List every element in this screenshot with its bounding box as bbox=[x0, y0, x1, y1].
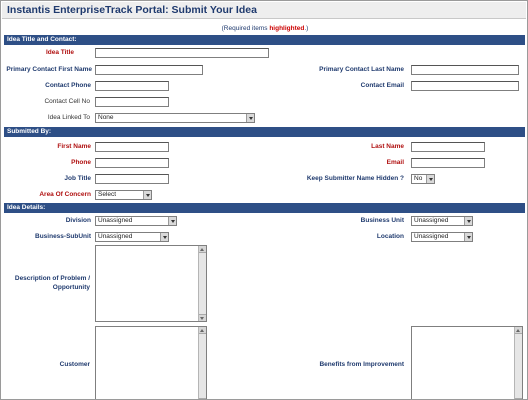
scroll-up-icon[interactable] bbox=[199, 246, 206, 253]
contact-phone-label: Contact Phone bbox=[45, 82, 91, 89]
primary-contact-first-name-label: Primary Contact First Name bbox=[6, 66, 92, 73]
chevron-down-icon bbox=[246, 114, 254, 122]
business-subunit-label: Business-SubUnit bbox=[35, 233, 91, 240]
required-note-suffix: .) bbox=[304, 25, 309, 32]
benefits-textarea[interactable] bbox=[411, 326, 523, 400]
keep-submitter-hidden-select[interactable] bbox=[411, 174, 435, 184]
submitter-email-label: Email bbox=[386, 159, 404, 166]
chevron-down-icon bbox=[426, 175, 434, 183]
required-note-prefix: (Required items bbox=[221, 25, 270, 32]
idea-title-label: Idea Title bbox=[45, 49, 74, 56]
page-title: Instantis EnterpriseTrack Portal: Submit Your Idea bbox=[7, 4, 257, 16]
benefits-label: Benefits from Improvement bbox=[319, 361, 404, 368]
submitter-last-name-label: Last Name bbox=[371, 143, 404, 150]
section-header-idea-title-contact: Idea Title and Contact: bbox=[4, 35, 525, 45]
scroll-up-icon[interactable] bbox=[515, 327, 522, 334]
primary-contact-last-name-label: Primary Contact Last Name bbox=[319, 66, 404, 73]
area-of-concern-label: Area Of Concern bbox=[39, 191, 91, 198]
description-label-line2: Opportunity bbox=[52, 284, 90, 291]
description-textarea[interactable] bbox=[95, 245, 207, 322]
chevron-down-icon bbox=[160, 233, 168, 241]
description-label-line1: Description of Problem / bbox=[14, 275, 90, 282]
chevron-down-icon bbox=[464, 217, 472, 225]
business-unit-value: Unassigned bbox=[414, 217, 449, 224]
submitter-last-name-input[interactable] bbox=[411, 142, 485, 152]
contact-cell-label: Contact Cell No bbox=[44, 98, 90, 105]
area-of-concern-value: Select bbox=[98, 191, 117, 198]
required-items-note bbox=[1, 25, 528, 32]
business-unit-label: Business Unit bbox=[360, 217, 404, 224]
required-note-highlight: highlighted bbox=[269, 25, 305, 32]
contact-email-label: Contact Email bbox=[360, 82, 404, 89]
location-select[interactable] bbox=[411, 232, 473, 242]
keep-submitter-hidden-value: No bbox=[414, 175, 423, 182]
chevron-down-icon bbox=[143, 191, 151, 199]
submitter-first-name-input[interactable] bbox=[95, 142, 169, 152]
job-title-input[interactable] bbox=[95, 174, 169, 184]
business-unit-select[interactable] bbox=[411, 216, 473, 226]
keep-submitter-hidden-label: Keep Submitter Name Hidden ? bbox=[306, 175, 404, 182]
business-subunit-value: Unassigned bbox=[98, 233, 133, 240]
idea-title-input[interactable] bbox=[95, 48, 269, 58]
division-select[interactable] bbox=[95, 216, 177, 226]
submitter-email-input[interactable] bbox=[411, 158, 485, 168]
chevron-down-icon bbox=[464, 233, 472, 241]
benefits-scrollbar[interactable] bbox=[514, 327, 522, 400]
contact-cell-input[interactable] bbox=[95, 97, 169, 107]
business-subunit-select[interactable] bbox=[95, 232, 169, 242]
customer-textarea[interactable] bbox=[95, 326, 207, 400]
submitter-phone-label: Phone bbox=[71, 159, 91, 166]
submitter-phone-input[interactable] bbox=[95, 158, 169, 168]
area-of-concern-select[interactable] bbox=[95, 190, 152, 200]
location-label: Location bbox=[376, 233, 404, 240]
section-header-idea-details: Idea Details: bbox=[4, 203, 525, 213]
idea-linked-to-value: None bbox=[98, 114, 114, 121]
job-title-label: Job Title bbox=[64, 175, 91, 182]
description-scrollbar[interactable] bbox=[198, 246, 206, 321]
scroll-down-icon[interactable] bbox=[199, 314, 206, 321]
division-label: Division bbox=[65, 217, 91, 224]
scroll-up-icon[interactable] bbox=[199, 327, 206, 334]
customer-label: Customer bbox=[59, 361, 90, 368]
contact-email-input[interactable] bbox=[411, 81, 519, 91]
customer-scrollbar[interactable] bbox=[198, 327, 206, 400]
division-value: Unassigned bbox=[98, 217, 133, 224]
idea-linked-to-select[interactable] bbox=[95, 113, 255, 123]
submitter-first-name-label: First Name bbox=[57, 143, 91, 150]
primary-contact-first-name-input[interactable] bbox=[95, 65, 203, 75]
title-bar bbox=[2, 2, 526, 19]
primary-contact-last-name-input[interactable] bbox=[411, 65, 519, 75]
location-value: Unassigned bbox=[414, 233, 449, 240]
idea-linked-to-label: Idea Linked To bbox=[47, 114, 90, 121]
chevron-down-icon bbox=[168, 217, 176, 225]
section-header-submitted-by: Submitted By: bbox=[4, 127, 525, 137]
contact-phone-input[interactable] bbox=[95, 81, 169, 91]
